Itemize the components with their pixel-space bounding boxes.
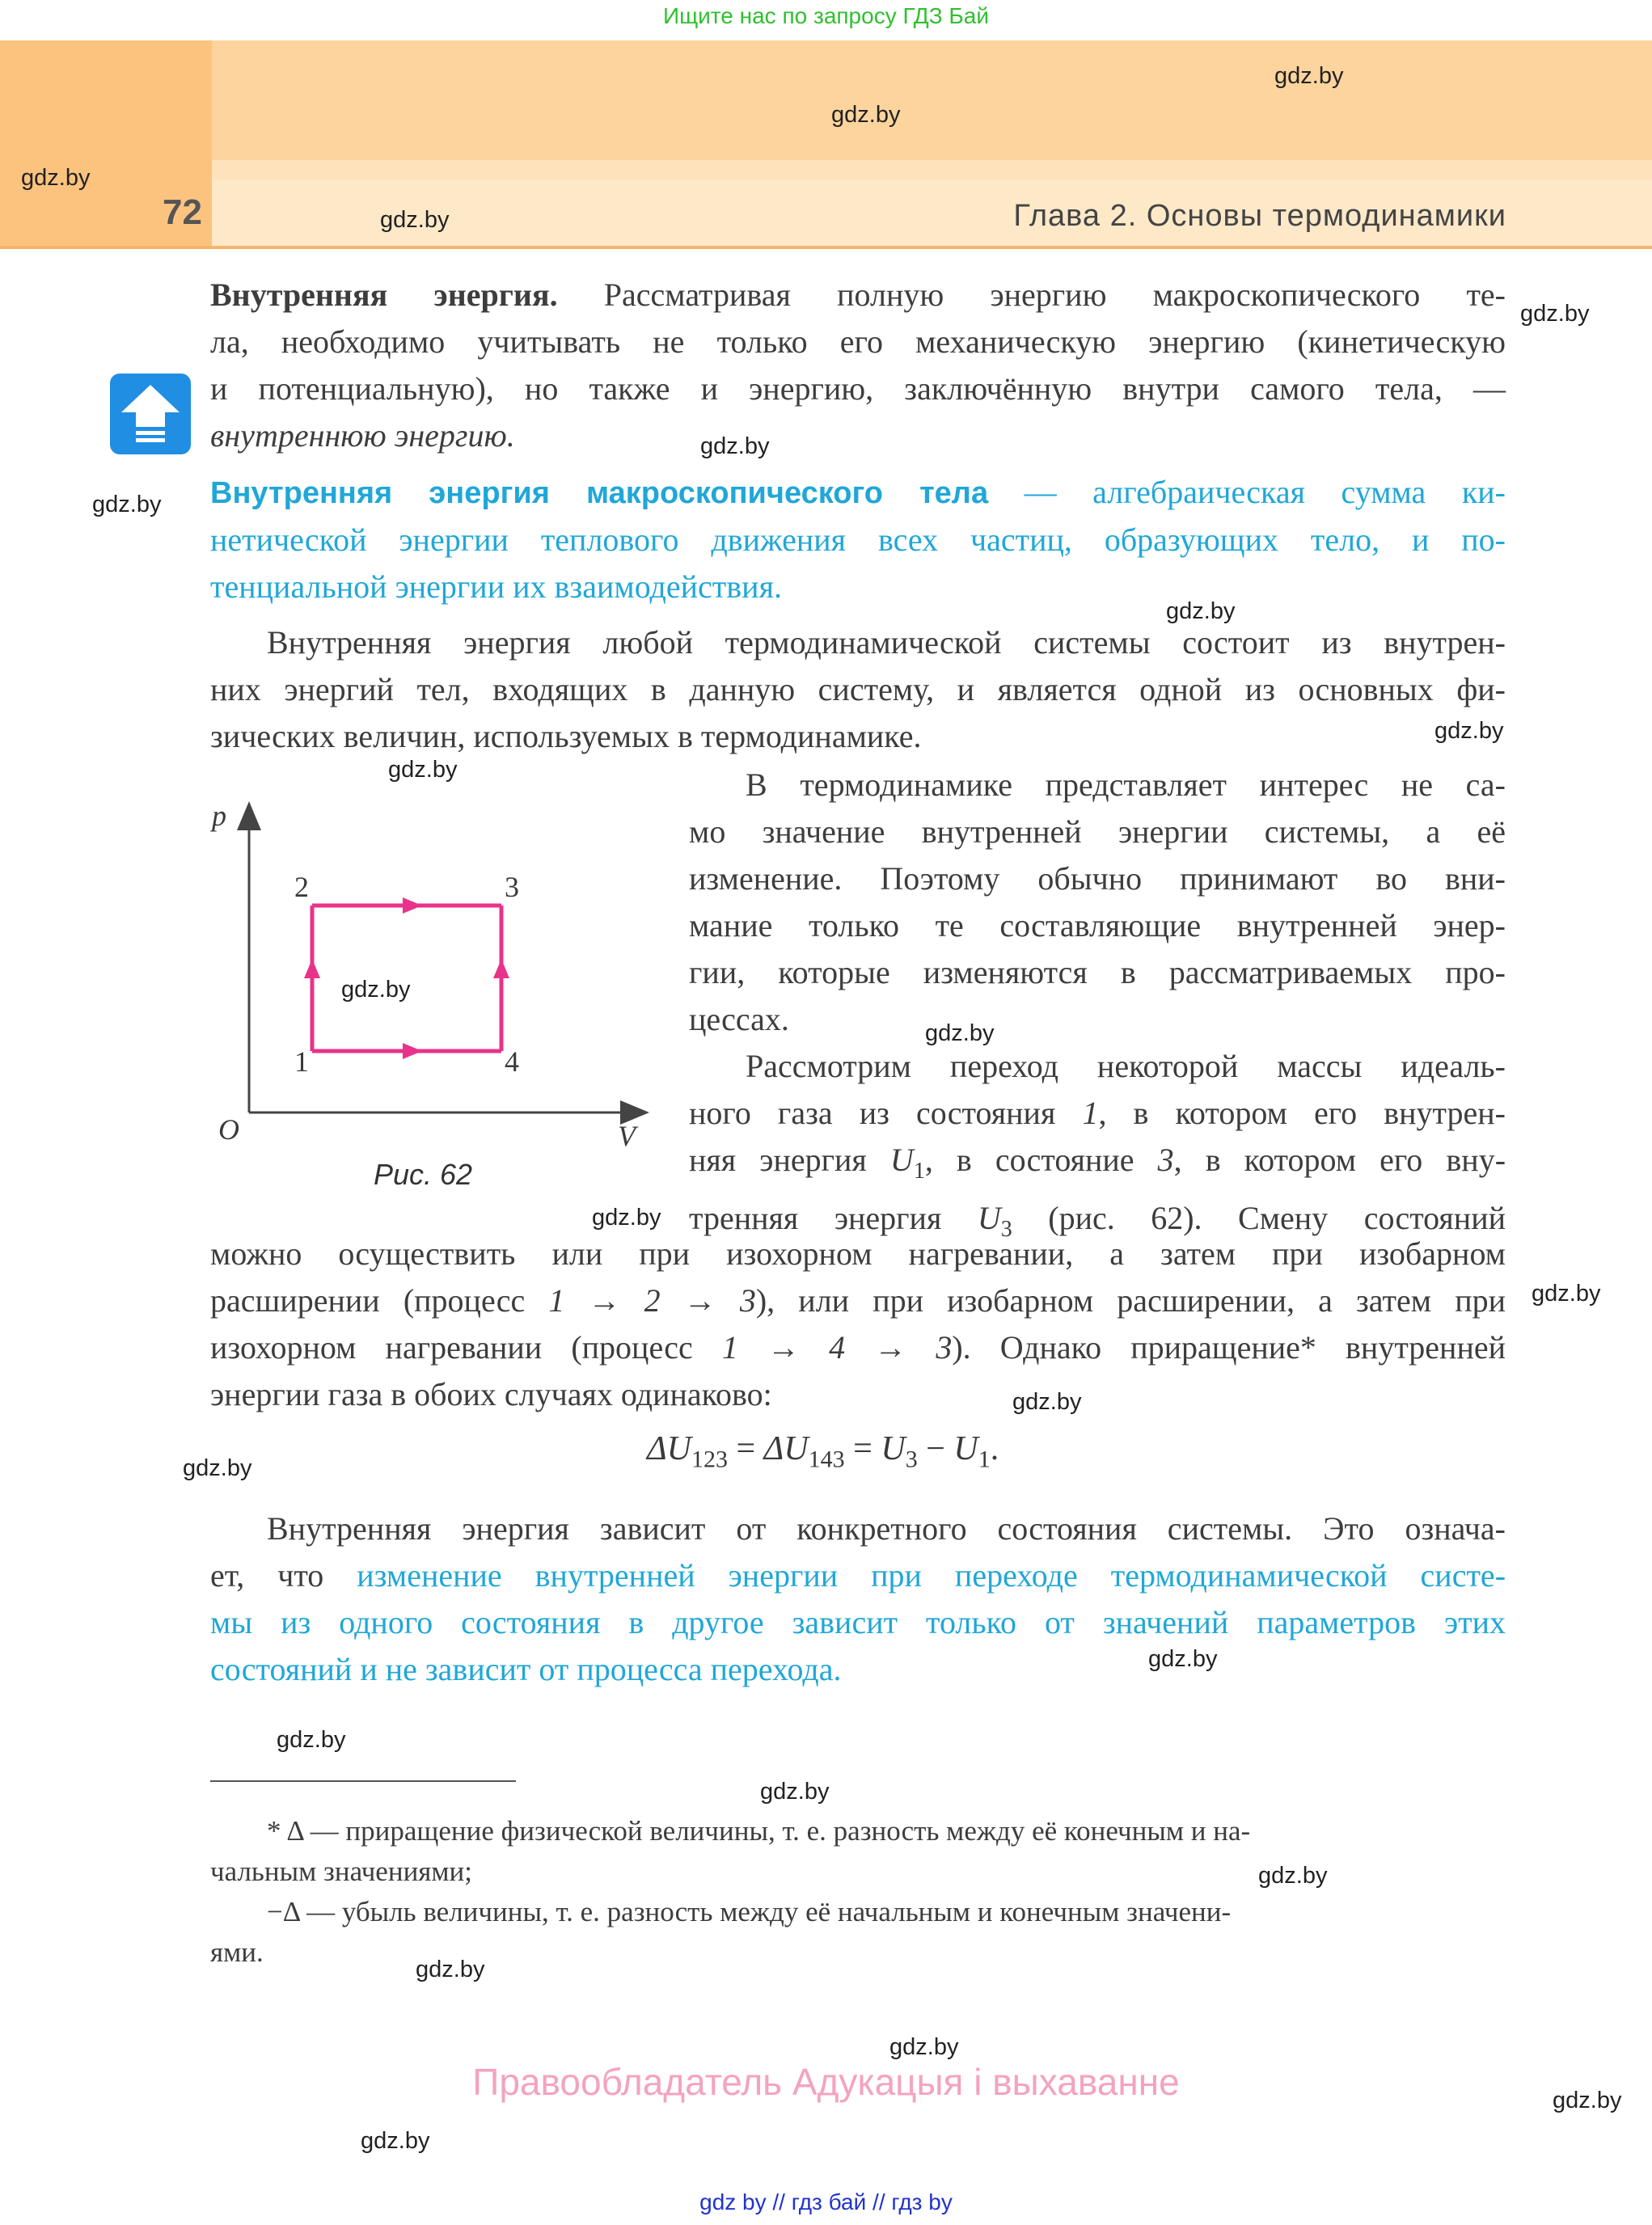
point-1-label: 1: [294, 1045, 309, 1078]
watermark: gdz.by: [925, 1020, 995, 1046]
text-line: ла, необходимо учитывать не только его механическую энергию (кинетическую: [210, 323, 1506, 360]
text-line: Рассмотрим переход некоторой массы идеаль-: [746, 1048, 1506, 1084]
subscript: 1: [978, 1446, 991, 1473]
text-line: нетической энергии теплового движения всех частиц, образующих тело, и по-: [210, 521, 1506, 558]
operator: −: [917, 1430, 954, 1467]
text: изохорном нагревании (процесс: [210, 1329, 722, 1366]
text: ет, что: [210, 1557, 357, 1594]
text: няя энергия: [689, 1142, 890, 1178]
watermark: gdz.by: [831, 102, 901, 128]
chapter-title: Глава 2. Основы термодинамики: [1013, 199, 1506, 233]
watermark: gdz.by: [1166, 598, 1236, 624]
watermark: gdz.by: [183, 1455, 252, 1481]
subscript: 123: [691, 1446, 728, 1473]
formula-term: ΔU: [763, 1430, 809, 1467]
symbol: U: [889, 1142, 914, 1178]
paragraph-4-top: [689, 1043, 1506, 1253]
pv-diagram: [194, 792, 663, 1152]
text: ). Однако приращение* внутренней: [952, 1329, 1506, 1366]
x-axis-label: V: [618, 1120, 636, 1152]
text-line: мо значение внутренней энергии системы, а её: [689, 813, 1506, 850]
header-divider: [0, 246, 1652, 249]
text: (рис. 62). Смену состояний: [1012, 1200, 1506, 1236]
text-line: энергии газа в обоих случаях одинаково:: [210, 1376, 772, 1412]
y-axis-label: p: [212, 800, 226, 832]
text-line: тенциальной энергии их взаимодействия.: [210, 568, 782, 605]
text-line: — алгебраическая сумма ки-: [988, 474, 1506, 510]
section-heading: Внутренняя энергия.: [210, 277, 558, 313]
definition-term: Внутренняя энергия макроскопического тела: [210, 476, 989, 510]
symbol: U: [977, 1200, 1001, 1236]
watermark: gdz.by: [92, 492, 162, 517]
formula-term: U: [953, 1430, 978, 1467]
operator: .: [990, 1430, 999, 1467]
watermark: gdz.by: [1148, 1646, 1218, 1672]
watermark: gdz.by: [1274, 63, 1344, 89]
text-line: гии, которые изменяются в рассматриваемых про-: [689, 954, 1506, 990]
text-line: В термодинамике представляет интерес не са-: [746, 766, 1506, 803]
watermark: gdz.by: [1532, 1281, 1601, 1307]
up-arrow-icon[interactable]: [110, 374, 191, 454]
page-number: 72: [163, 192, 202, 232]
footnote-line: −Δ — убыль величины, т. е. разность между её начальным и конечным значени-: [267, 1896, 1232, 1927]
text-line: внутреннюю энергию.: [210, 417, 515, 454]
text: , в состояние: [924, 1142, 1158, 1178]
paragraph-3: [689, 762, 1506, 1043]
point-2-label: 2: [294, 871, 309, 903]
text: , в котором его внутрен-: [1098, 1095, 1506, 1131]
text: , в котором его вну-: [1173, 1142, 1506, 1178]
watermark: gdz.by: [1520, 301, 1590, 327]
watermark: gdz.by: [416, 1957, 485, 1982]
definition-block: [210, 469, 1506, 610]
watermark: gdz.by: [361, 2128, 430, 2154]
text: ного газа из состояния: [689, 1095, 1083, 1131]
text-line: и потенциальную), но также и энергию, заключённую внутри самого тела, —: [210, 370, 1506, 407]
formula: [647, 1429, 999, 1473]
copyright-notice: Правообладатель Адукацыя і выхаванне: [472, 2061, 1180, 2103]
watermark: gdz.by: [592, 1205, 661, 1231]
paragraph-5: [210, 1505, 1506, 1693]
watermark: gdz.by: [1434, 718, 1504, 744]
watermark: gdz.by: [1012, 1389, 1082, 1415]
subscript: 1: [913, 1159, 925, 1184]
highlighted-text: изменение внутренней энергии при переходе термодинамической систе-: [357, 1557, 1506, 1594]
search-banner: Ищите нас по запросу ГДЗ Бай: [662, 3, 990, 28]
text-line: Внутренняя энергия любой термодинамической системы состоит из внутрен-: [267, 624, 1506, 661]
watermark: gdz.by: [1553, 2088, 1622, 2113]
operator: =: [844, 1430, 881, 1467]
subscript: 143: [808, 1446, 845, 1473]
watermark: gdz.by: [1258, 1863, 1328, 1889]
text: тренняя энергия: [689, 1200, 978, 1236]
footnote-line: чальным значениями;: [210, 1856, 473, 1887]
watermark: gdz.by: [341, 977, 411, 1003]
watermark: gdz.by: [889, 2034, 959, 2060]
watermark: gdz.by: [700, 433, 770, 459]
intro-paragraph: [210, 272, 1506, 459]
paragraph-2: [210, 619, 1506, 760]
watermark: gdz.by: [21, 165, 91, 191]
text-line: них энергий тел, входящих в данную систему, и является одной из основных фи-: [210, 671, 1506, 707]
text-line: зических величин, используемых в термодинамике.: [210, 718, 922, 754]
highlighted-text: мы из одного состояния в другое зависит только от значений параметров этих: [210, 1604, 1506, 1640]
header-band-left: [0, 40, 212, 160]
figure-caption: Рис. 62: [374, 1158, 473, 1191]
subscript: 3: [1000, 1217, 1012, 1242]
footnote-divider: [210, 1780, 516, 1782]
text-line: Рассматривая полную энергию макроскопического те-: [557, 277, 1506, 313]
formula-term: U: [881, 1430, 906, 1467]
footnote-line: ями.: [210, 1936, 264, 1968]
state-number: 1: [1082, 1095, 1099, 1131]
text: ), или при изобарном расширении, а затем при: [755, 1282, 1506, 1319]
formula-term: ΔU: [647, 1430, 691, 1467]
site-links[interactable]: gdz by // гдз бай // гдз by: [699, 2189, 953, 2214]
operator: =: [727, 1430, 764, 1467]
text-line: изменение. Поэтому обычно принимают во вни-: [689, 860, 1506, 897]
state-number: 3: [1157, 1142, 1174, 1178]
highlighted-text: состояний и не зависит от процесса перехода.: [210, 1651, 842, 1687]
text-line: Внутренняя энергия зависит от конкретного состояния системы. Это означа-: [267, 1510, 1506, 1547]
text-line: мание только те составляющие внутренней энер-: [689, 907, 1506, 944]
process-path: 1 → 4 → 3: [721, 1329, 953, 1366]
point-4-label: 4: [505, 1045, 519, 1078]
header-band: [212, 40, 1652, 160]
point-3-label: 3: [505, 871, 519, 903]
header-band-stripe: [212, 160, 1652, 179]
watermark: gdz.by: [760, 1779, 830, 1805]
footnote-line: * Δ — приращение физической величины, т. е. разность между её конечным и на-: [267, 1815, 1251, 1847]
watermark: gdz.by: [388, 757, 458, 783]
text-line: цессах.: [689, 1001, 789, 1037]
paragraph-4-bottom: [210, 1231, 1506, 1418]
text: расширении (процесс: [210, 1282, 549, 1319]
watermark: gdz.by: [380, 207, 450, 233]
text-line: можно осуществить или при изохорном нагревании, а затем при изобарном: [210, 1235, 1506, 1272]
subscript: 3: [905, 1446, 918, 1473]
origin-label: O: [218, 1113, 239, 1146]
process-path: 1 → 2 → 3: [548, 1282, 756, 1319]
watermark: gdz.by: [277, 1727, 346, 1753]
